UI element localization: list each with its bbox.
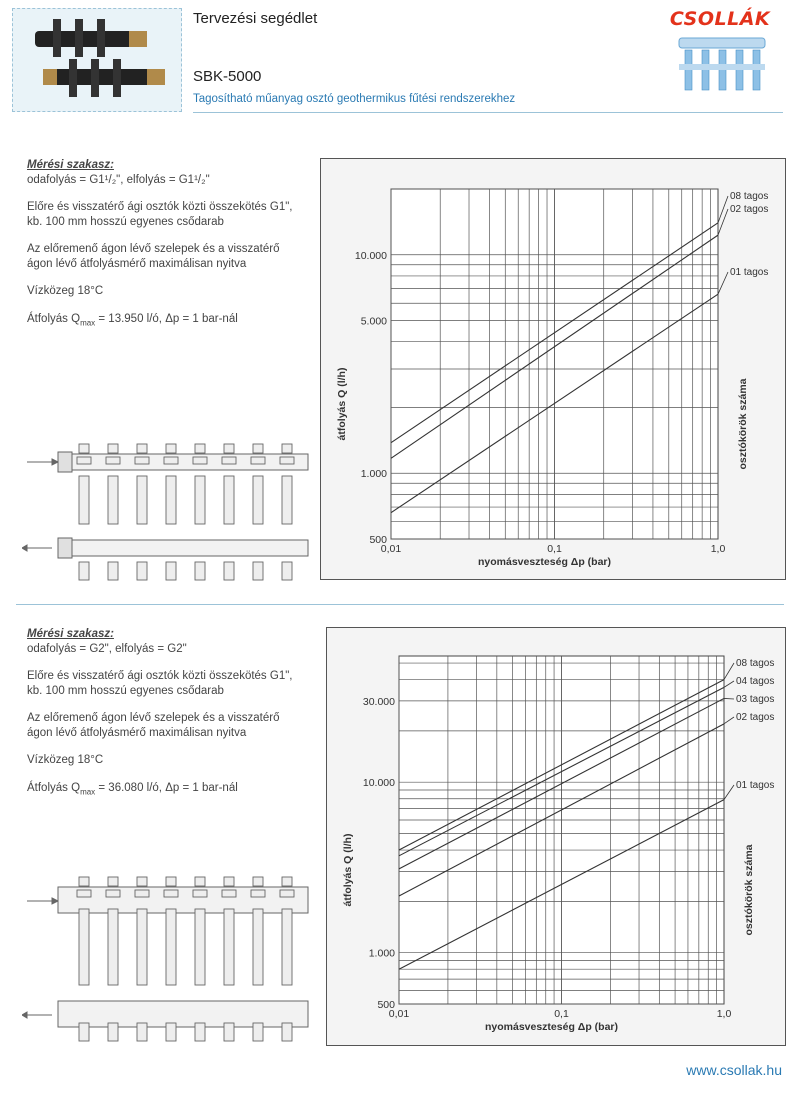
outlet-nozzle	[79, 1023, 89, 1041]
flow-chart-1	[320, 158, 786, 580]
branch-pipe	[137, 476, 147, 524]
branch-port	[251, 890, 265, 897]
logo-manifold-icon	[677, 34, 767, 98]
branch-pipe	[108, 909, 118, 985]
document-title: Tervezési segédlet	[193, 10, 318, 27]
x-tick-label: 0,1	[554, 1008, 569, 1020]
x-axis-label: nyomásveszteség Δp (bar)	[484, 1021, 619, 1033]
outlet-nozzle	[195, 562, 205, 580]
series-label: 01 tagos	[736, 780, 775, 791]
branch-port	[106, 457, 120, 464]
branch-port	[106, 890, 120, 897]
valve-cap	[282, 877, 292, 886]
connection-sizes: odafolyás = G2", elfolyás = G2"	[27, 642, 187, 655]
valve-cap	[282, 444, 292, 453]
branch-pipe	[195, 909, 205, 985]
branch-port	[77, 457, 91, 464]
outlet-nozzle	[224, 562, 234, 580]
series-label: 03 tagos	[736, 694, 775, 705]
branch-pipe	[166, 909, 176, 985]
outlet-nozzle	[282, 562, 292, 580]
branch-port	[193, 457, 207, 464]
branch-pipe	[79, 909, 89, 985]
outlet-nozzle	[166, 562, 176, 580]
valve-cap	[253, 877, 263, 886]
y-tick-label: 1.000	[360, 468, 387, 481]
valve-cap	[79, 444, 89, 453]
medium-temperature: Vízközeg 18°C	[27, 285, 104, 297]
branch-port	[164, 890, 178, 897]
series-label: 02 tagos	[736, 712, 775, 723]
outlet-nozzle	[108, 562, 118, 580]
branch-pipe	[282, 909, 292, 985]
series-leader	[724, 681, 734, 687]
valve-cap	[195, 444, 205, 453]
outlet-nozzle	[282, 1023, 292, 1041]
branch-port	[135, 457, 149, 464]
series-leader	[724, 785, 734, 800]
series-label: 08 tagos	[730, 191, 769, 202]
y-tick-label: 10.000	[362, 777, 395, 790]
branch-port	[77, 890, 91, 897]
valve-cap	[224, 877, 234, 886]
valve-cap	[195, 877, 205, 886]
branch-pipe	[282, 476, 292, 524]
series-leader	[718, 209, 728, 235]
max-flow: Átfolyás $Q_{max} = 13.950$ l/ó, Δp = 1 bar-nál	[27, 312, 238, 327]
x-axis-label: nyomásveszteség Δp (bar)	[477, 556, 612, 568]
y-tick-label: 500	[377, 999, 395, 1011]
branch-pipe	[108, 476, 118, 524]
section-divider	[16, 604, 784, 605]
model-name: SBK-5000	[193, 68, 262, 85]
website-link[interactable]: www.csollak.hu	[686, 1062, 782, 1078]
series-label: 01 tagos	[730, 267, 769, 278]
section-1-text	[27, 158, 307, 343]
medium-temperature: Vízközeg 18°C	[27, 754, 104, 766]
branch-pipe	[253, 476, 263, 524]
x-tick-label: 1,0	[710, 543, 726, 555]
flow-chart-2-svg	[327, 628, 785, 1045]
series-label: 08 tagos	[736, 658, 775, 669]
x-tick-label: 0,01	[388, 1008, 410, 1020]
x-tick-label: 0,01	[380, 543, 402, 555]
y-axis-label: átfolyás Q (l/h)	[336, 367, 348, 441]
branch-port	[251, 457, 265, 464]
outlet-nozzle	[166, 1023, 176, 1041]
section-heading: Mérési szakasz:	[27, 159, 114, 171]
branch-port	[280, 890, 294, 897]
product-photo	[12, 8, 182, 112]
outlet-nozzle	[253, 1023, 263, 1041]
side-axis-label: osztókörök száma	[737, 378, 749, 470]
valve-cap	[253, 444, 263, 453]
branch-pipe	[137, 909, 147, 985]
header-divider	[193, 112, 783, 113]
branch-pipe	[195, 476, 205, 524]
side-axis-label: osztókörök száma	[743, 844, 755, 936]
y-axis-label: átfolyás Q (l/h)	[342, 833, 354, 907]
valve-description: Az előremenő ágon lévő szelepek és a visszatérő ágon lévő átfolyásmérő maximálisan nyitva	[27, 243, 280, 270]
manifold-diagram-1	[22, 440, 322, 590]
y-tick-label: 500	[369, 534, 387, 546]
flow-chart-1-svg	[321, 159, 785, 579]
outlet-nozzle	[108, 1023, 118, 1041]
section-2-text	[27, 627, 307, 812]
x-tick-label: 1,0	[716, 1008, 732, 1020]
branch-port	[222, 890, 236, 897]
branch-pipe	[253, 909, 263, 985]
valve-cap	[137, 444, 147, 453]
outlet-nozzle	[79, 562, 89, 580]
manifold-diagram-2	[22, 865, 322, 1065]
branch-pipe	[79, 476, 89, 524]
valve-cap	[137, 877, 147, 886]
valve-cap	[166, 877, 176, 886]
company-logo	[655, 8, 785, 100]
series-leader	[724, 717, 734, 724]
branch-port	[222, 457, 236, 464]
series-leader	[724, 663, 734, 680]
outlet-nozzle	[253, 562, 263, 580]
connection-sizes: odafolyás = G1¹/₂", elfolyás = G1¹/₂"	[27, 173, 210, 186]
section-heading: Mérési szakasz:	[27, 628, 114, 640]
connection-description: Előre és visszatérő ági osztók közti összekötés G1", kb. 100 mm hosszú egyenes csődarab	[27, 201, 293, 228]
y-tick-label: 30.000	[362, 695, 395, 708]
flow-chart-2	[326, 627, 786, 1046]
valve-description: Az előremenő ágon lévő szelepek és a visszatérő ágon lévő átfolyásmérő maximálisan nyitva	[27, 712, 280, 739]
document-subtitle: Tagosítható műanyag osztó geothermikus fűtési rendszerekhez	[193, 93, 516, 105]
series-label: 02 tagos	[730, 204, 769, 215]
y-tick-label: 1.000	[368, 947, 395, 960]
branch-port	[135, 890, 149, 897]
series-leader	[724, 698, 734, 699]
valve-cap	[79, 877, 89, 886]
outlet-nozzle	[137, 1023, 147, 1041]
y-tick-label: 10.000	[354, 249, 387, 262]
x-tick-label: 0,1	[547, 543, 562, 555]
branch-port	[164, 457, 178, 464]
max-flow: Átfolyás $Q_{max} = 36.080$ l/ó, Δp = 1 bar-nál	[27, 781, 238, 796]
series-label: 04 tagos	[736, 676, 775, 687]
branch-pipe	[166, 476, 176, 524]
series-leader	[718, 272, 728, 294]
outlet-nozzle	[137, 562, 147, 580]
branch-port	[280, 457, 294, 464]
y-tick-label: 5.000	[360, 315, 387, 328]
branch-pipe	[224, 476, 234, 524]
outlet-nozzle	[195, 1023, 205, 1041]
logo-wordmark: CSOLLÁK	[669, 8, 771, 30]
connection-description: Előre és visszatérő ági osztók közti összekötés G1", kb. 100 mm hosszú egyenes csődarab	[27, 670, 293, 697]
valve-cap	[224, 444, 234, 453]
series-leader	[718, 196, 728, 223]
branch-pipe	[224, 909, 234, 985]
valve-cap	[108, 444, 118, 453]
valve-cap	[108, 877, 118, 886]
outlet-nozzle	[224, 1023, 234, 1041]
valve-cap	[166, 444, 176, 453]
branch-port	[193, 890, 207, 897]
